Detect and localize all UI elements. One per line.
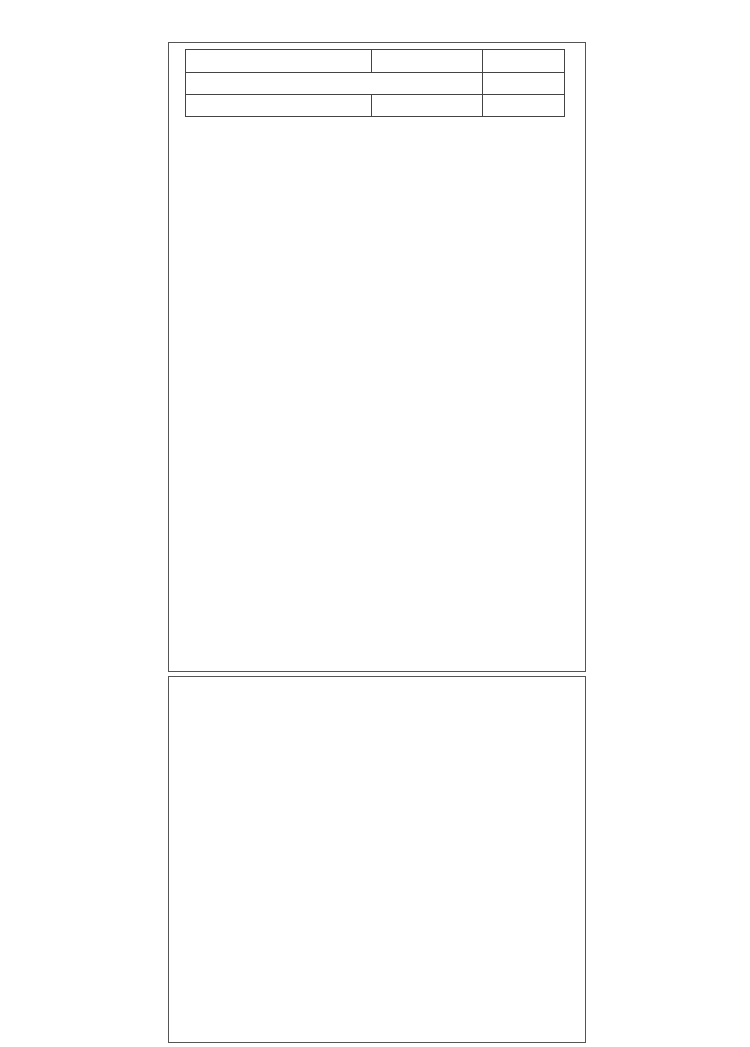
caption-panel [168,676,586,1043]
core-log-panel [168,42,586,672]
core-log-chart [169,43,585,671]
